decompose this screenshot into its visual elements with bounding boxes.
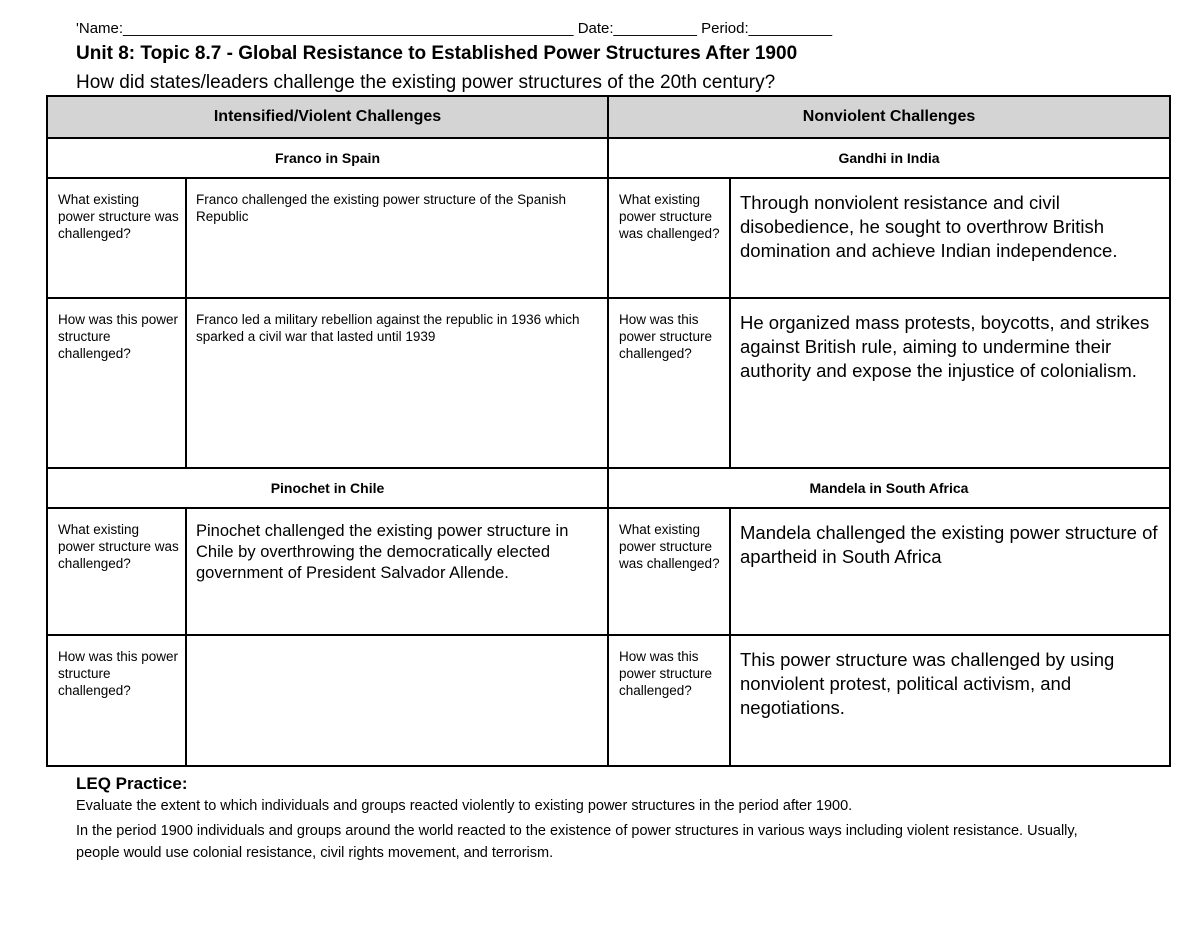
- pinochet-existing-answer[interactable]: Pinochet challenged the existing power structure in Chile by overthrowing the democratically elected government of President Salvador Allende.: [186, 508, 608, 635]
- question-existing-label: What existing power structure was challenged?: [47, 508, 186, 635]
- table-row: [47, 178, 1170, 298]
- leq-answer[interactable]: In the period 1900 individuals and groups around the world reacted to the existence of power structures in various ways including violent resistance. Usually, people would use colonial resistance, civil rights movement, and terrorism.: [76, 823, 1078, 861]
- essential-question: How did states/leaders challenge the existing power structures of the 20th century?: [76, 72, 776, 93]
- question-existing-label: What existing power structure was challenged?: [608, 178, 730, 298]
- header-nonviolent: Nonviolent Challenges: [608, 96, 1170, 138]
- franco-how-answer[interactable]: Franco led a military rebellion against the republic in 1936 which sparked a civil war that lasted until 1939: [186, 298, 608, 468]
- question-existing-label: What existing power structure was challenged?: [47, 178, 186, 298]
- table-row: [47, 298, 1170, 468]
- gandhi-heading: Gandhi in India: [608, 138, 1170, 178]
- mandela-existing-answer[interactable]: Mandela challenged the existing power structure of apartheid in South Africa: [730, 508, 1170, 635]
- section-row-2: [47, 468, 1170, 508]
- question-existing-label: What existing power structure was challenged?: [608, 508, 730, 635]
- pinochet-how-answer[interactable]: [186, 635, 608, 766]
- question-how-label: How was this power structure challenged?: [47, 635, 186, 766]
- table-row: [47, 508, 1170, 635]
- franco-heading: Franco in Spain: [47, 138, 608, 178]
- table-row: [47, 635, 1170, 766]
- gandhi-how-answer[interactable]: He organized mass protests, boycotts, and strikes against British rule, aiming to undermine their authority and expose the injustice of colonialism.: [730, 298, 1170, 468]
- leq-prompt: Evaluate the extent to which individuals and groups reacted violently to existing power structures in the period after 1900.: [76, 798, 853, 814]
- header-violent: Intensified/Violent Challenges: [47, 96, 608, 138]
- pinochet-heading: Pinochet in Chile: [47, 468, 608, 508]
- comparison-table: [46, 95, 1171, 767]
- franco-existing-answer[interactable]: Franco challenged the existing power structure of the Spanish Republic: [186, 178, 608, 298]
- name-date-period-line: 'Name:______________________________________________________ Date:__________ Period:__________: [76, 20, 833, 37]
- gandhi-existing-answer[interactable]: Through nonviolent resistance and civil disobedience, he sought to overthrow British domination and achieve Indian independence.: [730, 178, 1170, 298]
- question-how-label: How was this power structure challenged?: [608, 298, 730, 468]
- question-how-label: How was this power structure challenged?: [608, 635, 730, 766]
- mandela-heading: Mandela in South Africa: [608, 468, 1170, 508]
- question-how-label: How was this power structure challenged?: [47, 298, 186, 468]
- column-header-row: [47, 96, 1170, 138]
- mandela-how-answer[interactable]: This power structure was challenged by using nonviolent protest, political activism, and negotiations.: [730, 635, 1170, 766]
- section-row-1: [47, 138, 1170, 178]
- leq-title: LEQ Practice:: [76, 774, 188, 793]
- worksheet-title: Unit 8: Topic 8.7 - Global Resistance to Established Power Structures After 1900: [76, 43, 798, 64]
